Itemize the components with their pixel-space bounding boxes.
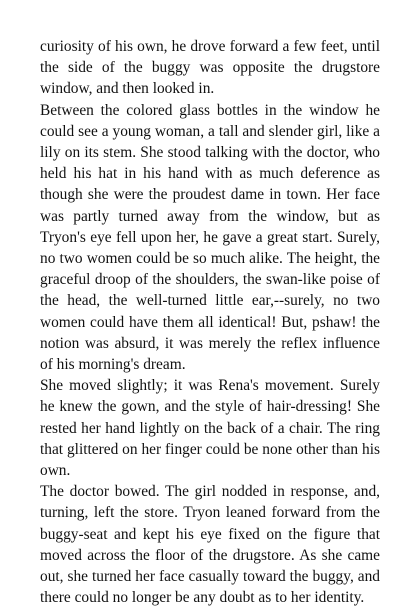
paragraph-3: She moved slightly; it was Rena's movement. Surely he knew the gown, and the style of hair-dressing! She rested her hand lightly on the back of a chair. The ring that glittered on her finger could be none other than his own. (40, 377, 380, 480)
page-text-block (40, 36, 380, 608)
paragraph-4: The doctor bowed. The girl nodded in response, and, turning, left the store. Tryon leaned forward from the buggy-seat and kept his eye fixed on the figure that moved across the floor of the drugstore. As she came out, she turned her face casually toward the buggy, and there could no longer be any doubt as to her identity. (40, 483, 380, 607)
paragraph-2: Between the colored glass bottles in the window he could see a young woman, a tall and slender girl, like a lily on its stem. She stood talking with the doctor, who held his hat in his hand with as much deference as though she were the proudest dame in town. Her face was partly turned away from the window, but as Tryon's eye fell upon her, he gave a great start. Surely, no two women could be so much alike. The height, the graceful droop of the shoulders, the swan-like poise of the head, the well-turned little ear,--surely, no two women could have them all identical! But, pshaw! the notion was absurd, it was merely the reflex influence of his morning's dream. (40, 101, 380, 374)
paragraph-1: curiosity of his own, he drove forward a few feet, until the side of the buggy was opposite the drugstore window, and then looked in. (40, 38, 380, 98)
